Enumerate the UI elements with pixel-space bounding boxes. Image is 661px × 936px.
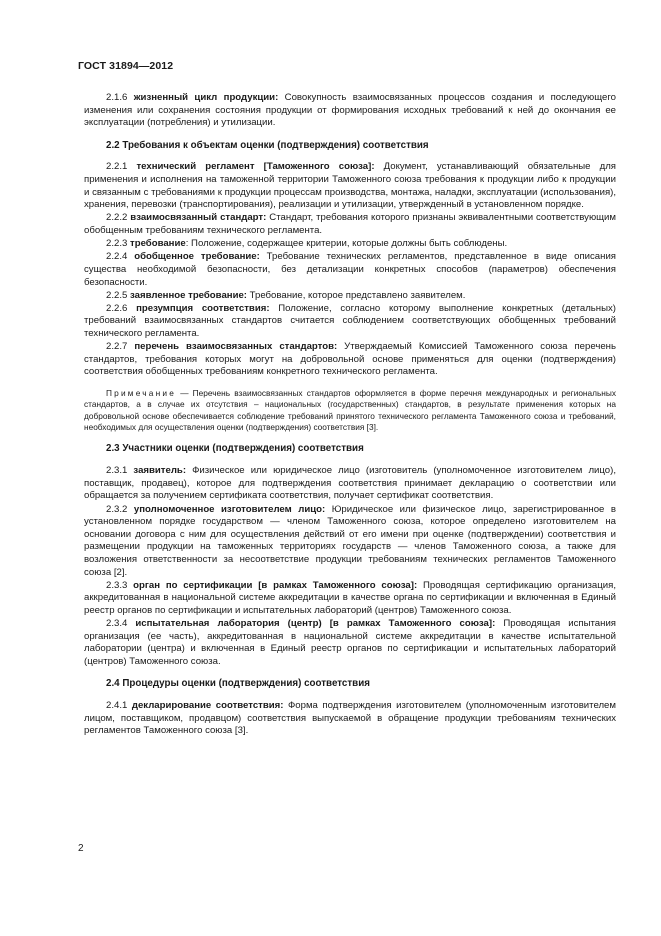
clause-2-2-7: [84, 341, 616, 379]
term: уполномоченное изготовителем лицо:: [133, 503, 326, 515]
definition: Требование, которое представлено заявителем.: [247, 289, 466, 301]
term: заявленное требование:: [130, 289, 247, 301]
term: обобщенное требование:: [134, 251, 260, 263]
term: орган по сертификации [в рамках Таможенного союза]:: [133, 579, 418, 591]
term: заявитель:: [133, 465, 187, 477]
clause-2-3-2: [84, 504, 616, 580]
definition: Проводящая сертификацию организация, аккредитованная в национальной системе аккредитации в качестве органа по сертификации и включенная в Единый реестр органов по сертификации и испытательных лабораторий (центров) Таможенного союза.: [84, 579, 616, 616]
term: презумпция соответствия:: [136, 302, 270, 314]
clause-number: 2.2.1: [106, 161, 137, 173]
definition: Проводящая испытания организация (ее часть), аккредитованная в национальной системе аккредитации в качестве испытательной лаборатории (центра) и включенная в Единый реестр органов по сертификации и испытательных лабораторий (центров) Таможенного союза.: [84, 618, 616, 667]
clause-number: 2.3.4: [106, 618, 136, 630]
section-heading-2-2: 2.2 Требования к объектам оценки (подтверждения) соответствия: [106, 139, 429, 151]
clause-2-2-5: [84, 290, 616, 303]
clause-2-2-6: [84, 303, 616, 341]
definition: Утверждаемый Комиссией Таможенного союза перечень стандартов, требования которых могут на добровольной основе применяться для оценки (подтверждения) соответствия обобщенных требованиям конкретного технического регламента.: [84, 341, 616, 378]
clause-number: 2.2.4: [106, 251, 135, 263]
note-text: — Перечень взаимосвязанных стандартов оформляется в форме перечня международных и региональных стандартов, а в случае их отсутствия – национальных (государственных) стандартов, в результате применения которых на добровольной основе обеспечивается соблюдение требований принятого технического регламента Таможенного союза и требований, необходимых для осуществления оценки (подтверждения) соответствия [3].: [84, 388, 616, 433]
section-heading-2-4: 2.4 Процедуры оценки (подтверждения) соответствия: [106, 677, 370, 689]
definition: Физическое или юридическое лицо (изготовитель (уполномоченное изготовителем лицо), поставщик, продавец), которое для подтверждения соответствия принимает декларацию о соответствии или обращается за получением сертификата соответствия, получает сертификат соответствия.: [84, 465, 616, 502]
clause-number: 2.3.1: [106, 465, 134, 477]
document-header: ГОСТ 31894—2012: [78, 60, 174, 72]
clause-2-2-2: [84, 212, 616, 237]
clause-2-3-1: [84, 465, 616, 503]
clause-number: 2.3.3: [106, 579, 134, 591]
definition: Документ, устанавливающий обязательные для применения и исполнения на таможенной территории Таможенного союза требования к продукции либо к продукции и связанным с требованиями к продукции процессам производства, монтажа, наладки, эксплуатации (использования), хранения, перевозки (транспортирования), реализации и утилизации, утвержденный в установленном порядке.: [84, 161, 616, 211]
clause-number: 2.4.1: [106, 700, 132, 712]
term: испытательная лаборатория (центр) [в рамках Таможенного союза]:: [135, 618, 496, 630]
clause-number: 2.1.6: [106, 92, 134, 103]
definition: Форма подтверждения изготовителем (уполномоченным изготовителем лицом, поставщиком, продавцом) соответствия выпускаемой в обращение продукции требованиям технических регламентов Таможенного союза [3].: [84, 700, 616, 737]
clause-2-2-1: [84, 161, 616, 211]
section-heading-2-3: 2.3 Участники оценки (подтверждения) соответствия: [106, 442, 364, 454]
clause-2-4-1: [84, 700, 616, 738]
term: взаимосвязанный стандарт:: [130, 212, 267, 224]
term: перечень взаимосвязанных стандартов:: [134, 341, 338, 353]
clause-number: 2.2.5: [106, 289, 131, 301]
clause-2-2-3: [84, 238, 616, 251]
term: декларирование соответствия:: [131, 700, 284, 712]
term: требование: [130, 238, 186, 250]
clause-2-3-3: [84, 580, 616, 618]
definition: Положение, согласно которому выполнение конкретных (детальных) требований взаимосвязанных стандартов считается соблюдением соответствующих обобщенных требований технического регламента.: [84, 302, 616, 340]
clause-number: 2.2.2: [106, 212, 131, 224]
page-number: 2: [78, 843, 84, 854]
definition: Требование технических регламентов, представленное в виде описания существа необходимой безопасности, без детализации конкретных способов (параметров) обеспечения безопасности.: [84, 251, 616, 288]
definition: Совокупность взаимосвязанных процессов создания и последующего изменения или сохранения состояния продукции от формирования исходных требований к ней до окончания ее эксплуатации (потребления) и утилизации.: [84, 92, 616, 129]
clause-2-1-6: [84, 92, 616, 130]
clause-number: 2.2.7: [106, 341, 135, 353]
clause-number: 2.2.3: [106, 238, 131, 250]
document-body: [84, 92, 616, 739]
definition: Юридическое или физическое лицо, зарегистрированное в установленном порядке государством — членом Таможенного союза, которое определено изготовителем на основании договора с ним для осуществления действий от его имени при оценке (подтверждении) соответствия и размещении продукции на таможенных территориях государств — членов Таможенного союза, а также для возложения ответственности за несоответствие продукции требованиям технических регламентов Таможенного союза [2].: [84, 503, 617, 578]
term: жизненный цикл продукции:: [133, 92, 279, 103]
definition: : Положение, содержащее критерии, которые должны быть соблюдены.: [185, 238, 508, 250]
note-label: Примечание: [106, 388, 177, 399]
clause-2-2-4: [84, 251, 616, 289]
clause-2-3-4: [84, 618, 616, 668]
note: [84, 388, 616, 434]
clause-number: 2.2.6: [106, 302, 137, 314]
term: технический регламент [Таможенного союза]:: [136, 161, 375, 173]
definition: Стандарт, требования которого признаны эквивалентными соответствующим обобщенным требованиям технического регламента.: [84, 212, 616, 236]
clause-number: 2.3.2: [106, 503, 134, 515]
